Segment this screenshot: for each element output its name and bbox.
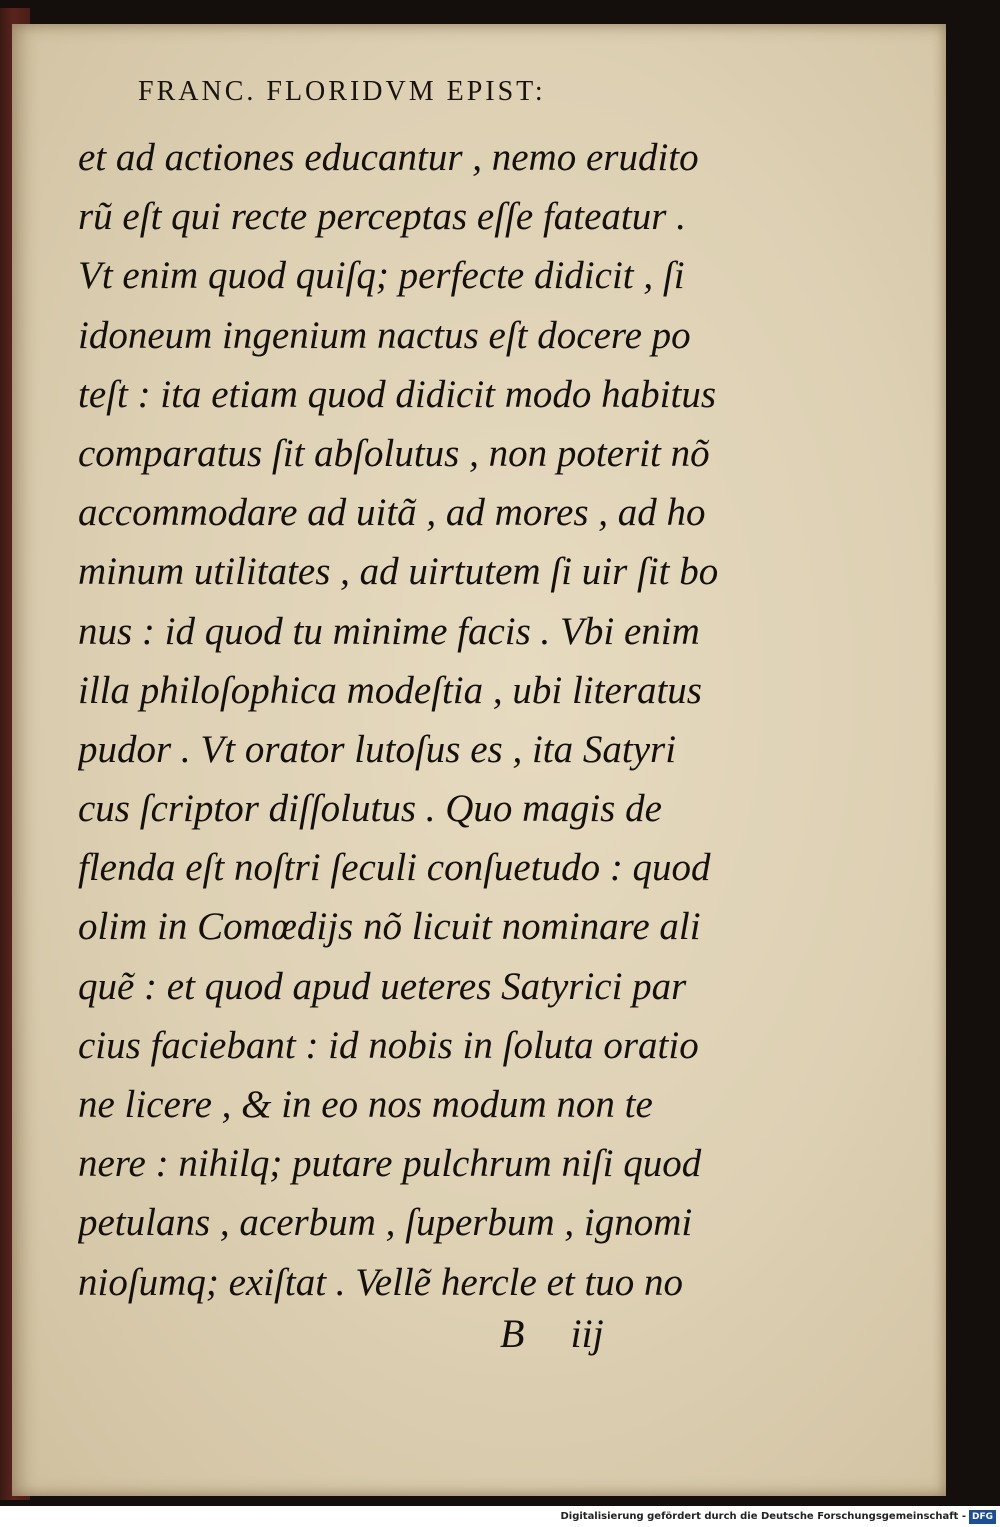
text-line: accommodare ad uitã , ad mores , ad ho	[78, 491, 706, 535]
text-line: nere : nihilq; putare pulchrum niſi quod	[78, 1142, 702, 1186]
digitization-footer	[560, 1508, 996, 1525]
signature-mark	[500, 1310, 640, 1360]
footer-text: Digitalisierung gefördert durch die Deutsche Forschungsgemeinschaft -	[560, 1511, 966, 1522]
text-line: quẽ : et quod apud ueteres Satyrici par	[78, 964, 687, 1008]
text-line: idoneum ingenium nactus eſt docere po	[78, 313, 691, 357]
text-line: et ad actiones educantur , nemo erudito	[78, 136, 699, 179]
signature-letter: B	[500, 1311, 525, 1356]
text-line: illa philoſophica modeſtia , ubi literatus	[78, 668, 702, 712]
text-line: comparatus ſit abſolutus , non poterit nõ	[78, 431, 710, 475]
text-line: nioſumq; exiſtat . Vellẽ hercle et tuo no	[78, 1260, 684, 1304]
text-line: minum utilitates , ad uirtutem ſi uir ſit bo	[78, 550, 719, 594]
text-line: nus : id quod tu minime facis . Vbi enim	[78, 609, 700, 653]
dfg-logo: DFG	[969, 1510, 996, 1524]
text-line: petulans , acerbum , ſuperbum , ignomi	[78, 1201, 693, 1245]
text-line: cus ſcriptor diſſolutus . Quo magis de	[78, 787, 662, 831]
text-line: pudor . Vt orator lutoſus es , ita Satyri	[78, 727, 677, 771]
text-line: flenda eſt noſtri ſeculi conſuetudo : quod	[78, 846, 711, 890]
text-line: olim in Comœdijs nõ licuit nominare ali	[78, 905, 701, 949]
signature-number: iij	[570, 1311, 604, 1356]
page-body-text	[78, 128, 728, 1312]
text-line: cius faciebant : id nobis in ſoluta oratio	[78, 1023, 699, 1067]
text-line: Vt enim quod quiſq; perfecte didicit , ſi	[78, 254, 685, 298]
running-header: FRANC. FLORIDVM EPIST:	[138, 76, 546, 107]
text-line: ne licere , & in eo nos modum non te	[78, 1083, 653, 1126]
text-line: teſt : ita etiam quod didicit modo habitus	[78, 372, 717, 416]
text-line: rũ eſt qui recte perceptas eſſe fateatur .	[78, 195, 686, 239]
